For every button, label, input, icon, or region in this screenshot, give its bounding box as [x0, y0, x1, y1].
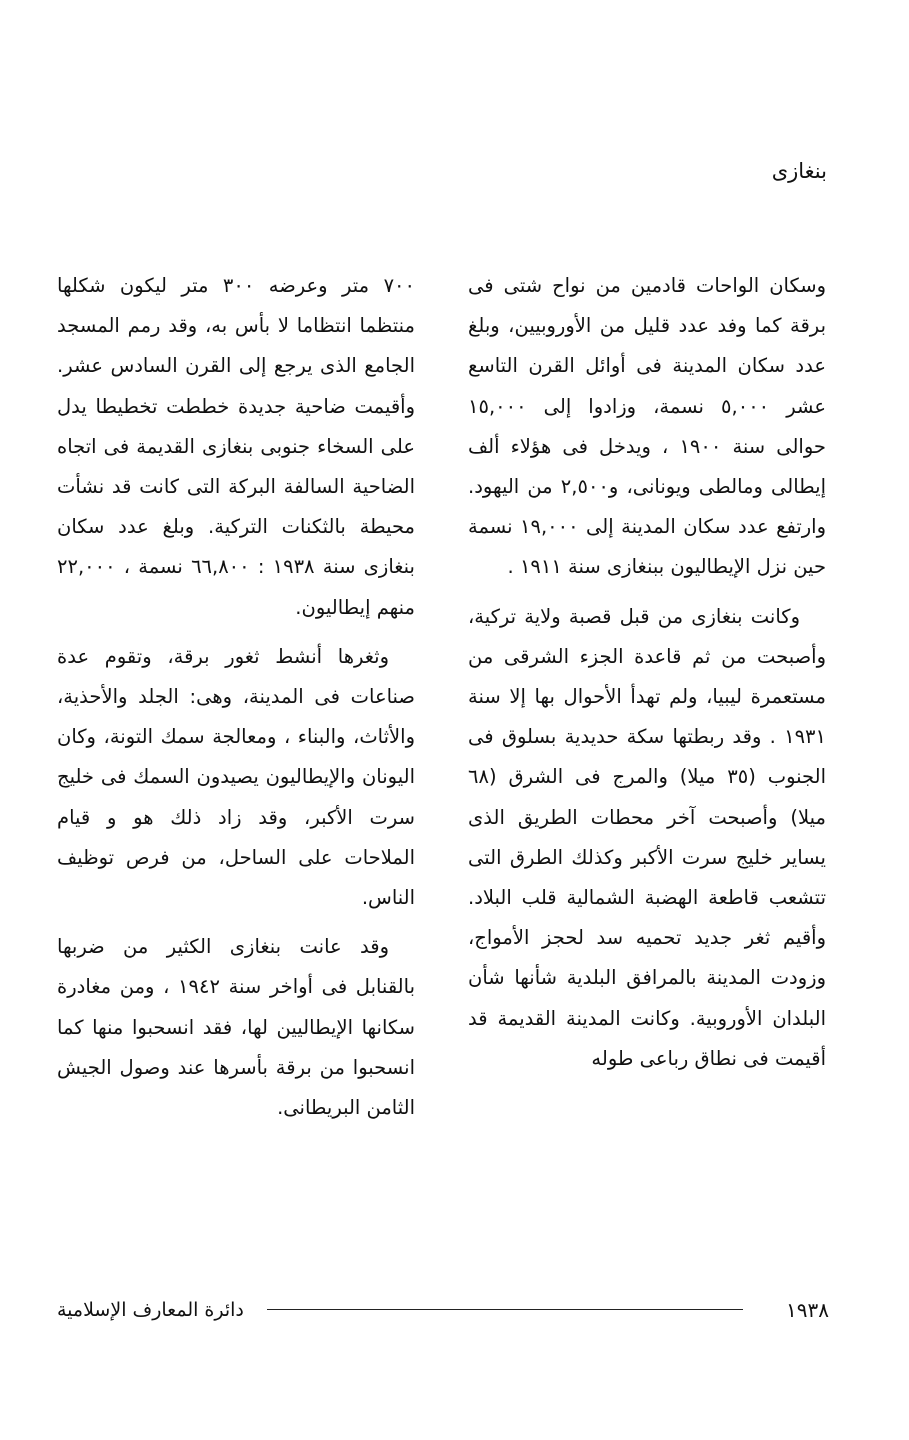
paragraph: وكانت بنغازى من قبل قصبة ولاية تركية، وأصبحت من ثم قاعدة الجزء الشرقى من مستعمرة ليبيا، ولم تهدأ الأحوال بها إلا سنة ١٩٣١ . وقد ربطتها سكة حديدية بسلوق فى الجنوب (٣٥ ميلا) والمرج فى الشرق (٦٨ ميلا) وأصبحت آخر محطات الطريق الذى يساير خليج سرت الأكبر وكذلك الطرق التى تتشعب قاطعة الهضبة الشمالية قلب البلاد. وأقيم ثغر جديد تحميه سد لحجز الأمواج، وزودت المدينة بالمرافق البلدية شأنها شأن البلدان الأوروبية. وكانت المدينة القديمة قد أقيمت فى نطاق رباعى طوله [468, 604, 826, 1070]
footer-divider [267, 1309, 743, 1310]
text-column-left [57, 266, 415, 1137]
publication-title: دائرة المعارف الإسلامية [57, 1299, 244, 1321]
text-column-right [468, 266, 826, 1088]
page-number: ١٩٣٨ [786, 1298, 829, 1322]
page-footer [57, 1295, 829, 1325]
paragraph: وقد عانت بنغازى الكثير من ضربها بالقنابل فى أواخر سنة ١٩٤٢ ، ومن مغادرة سكانها الإيطاليين لها، فقد انسحبوا منها كما انسحبوا من برقة بأسرها عند وصول الجيش الثامن البريطانى. [57, 935, 415, 1120]
paragraph: وسكان الواحات قادمين من نواح شتى فى برقة كما وفد عدد قليل من الأوروبيين، وبلغ عدد سكان المدينة فى أوائل القرن التاسع عشر ٥,٠٠٠ نسمة، وزادوا إلى ١٥,٠٠٠ حوالى سنة ١٩٠٠ ، ويدخل فى هؤلاء ألف إيطالى ومالطى ويونانى، و٢,٥٠٠ من اليهود. وارتفع عدد سكان المدينة إلى ١٩,٠٠٠ نسمة حين نزل الإيطاليون ببنغازى سنة ١٩١١ . [468, 274, 827, 579]
running-head-title: بنغازى [771, 159, 827, 183]
paragraph: ٧٠٠ متر وعرضه ٣٠٠ متر ليكون شكلها منتظما انتظاما لا بأس به، وقد رمم المسجد الجامع الذى يرجع إلى القرن السادس عشر. وأقيمت ضاحية جديدة خططت تخطيطا يدل على السخاء جنوبى بنغازى القديمة فى اتجاه الضاحية السالفة البركة التى كانت قد نشأت محيطة بالثكنات التركية. وبلغ عدد سكان بنغازى سنة ١٩٣٨ : ٦٦,٨٠٠ نسمة ، ٢٢,٠٠٠ منهم إيطاليون. [57, 274, 415, 619]
paragraph: وثغرها أنشط ثغور برقة، وتقوم عدة صناعات فى المدينة، وهى: الجلد والأحذية، والأثاث، والبناء ، ومعالجة سمك التونة، وكان اليونان والإيطاليون يصيدون السمك فى خليج سرت الأكبر، وقد زاد ذلك هو و قيام الملاحات على الساحل، من فرص توظيف الناس. [57, 644, 415, 910]
